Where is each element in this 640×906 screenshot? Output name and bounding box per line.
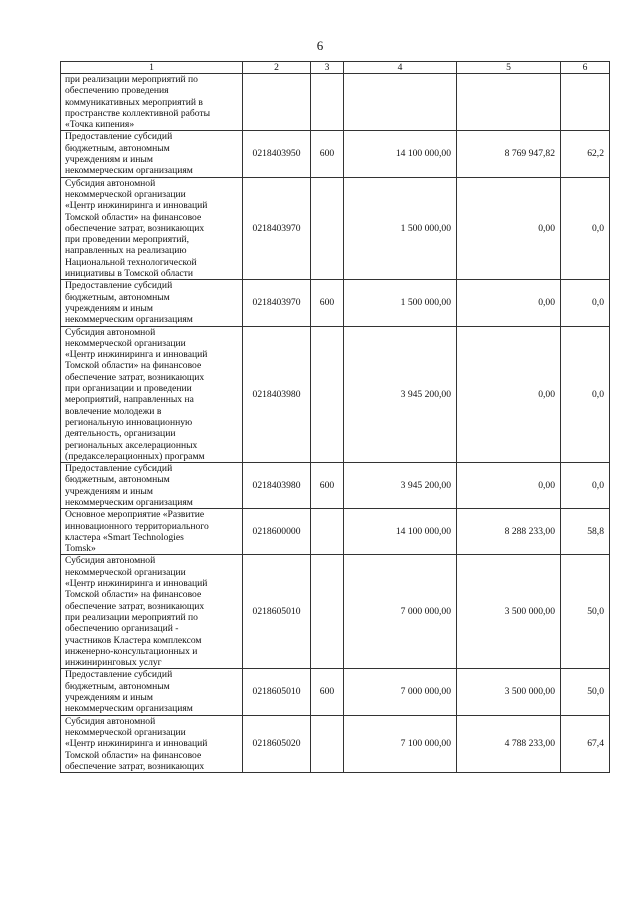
table-row	[61, 715, 610, 772]
header-col-2: 2	[243, 62, 311, 74]
row-code-cell: 0218403970	[243, 280, 311, 326]
row-fact-cell: 3 500 000,00	[457, 555, 561, 669]
row-percent-cell: 67,4	[561, 715, 610, 772]
row-vr-cell: 600	[311, 280, 344, 326]
row-code-cell: 0218600000	[243, 509, 311, 555]
row-plan-cell: 1 500 000,00	[344, 280, 457, 326]
row-fact-cell: 4 788 233,00	[457, 715, 561, 772]
table-row	[61, 326, 610, 463]
row-vr-cell	[311, 555, 344, 669]
row-plan-cell: 7 100 000,00	[344, 715, 457, 772]
table-row	[61, 131, 610, 177]
row-plan-cell	[344, 74, 457, 131]
row-code-cell: 0218403980	[243, 463, 311, 509]
table-header-row	[61, 62, 610, 74]
row-plan-cell: 7 000 000,00	[344, 555, 457, 669]
table-row	[61, 463, 610, 509]
header-col-3: 3	[311, 62, 344, 74]
row-plan-cell: 14 100 000,00	[344, 131, 457, 177]
row-name-cell: Предоставление субсидий бюджетным, автономным учреждениям и иным некоммерческим организациям	[61, 669, 243, 715]
row-name-cell: Предоставление субсидий бюджетным, автономным учреждениям и иным некоммерческим организациям	[61, 463, 243, 509]
row-percent-cell: 58,8	[561, 509, 610, 555]
table-row	[61, 177, 610, 280]
row-fact-cell: 0,00	[457, 326, 561, 463]
row-fact-cell: 0,00	[457, 177, 561, 280]
row-name-cell: Предоставление субсидий бюджетным, автономным учреждениям и иным некоммерческим организациям	[61, 280, 243, 326]
row-code-cell: 0218605010	[243, 669, 311, 715]
row-fact-cell: 3 500 000,00	[457, 669, 561, 715]
table-row	[61, 669, 610, 715]
row-plan-cell: 7 000 000,00	[344, 669, 457, 715]
row-code-cell: 0218403980	[243, 326, 311, 463]
row-vr-cell	[311, 509, 344, 555]
row-percent-cell: 50,0	[561, 555, 610, 669]
row-percent-cell	[561, 74, 610, 131]
row-vr-cell	[311, 715, 344, 772]
row-plan-cell: 14 100 000,00	[344, 509, 457, 555]
row-name-cell: Субсидия автономной некоммерческой организации «Центр инжиниринга и инноваций Томской области» на финансовое обеспечение затрат, возникающих при реализации мероприятий по обеспечению организаций - участников Кластера комплексом инженерно-консультационных и инжиниринговых услуг	[61, 555, 243, 669]
row-percent-cell: 0,0	[561, 280, 610, 326]
row-fact-cell: 0,00	[457, 463, 561, 509]
row-code-cell: 0218605010	[243, 555, 311, 669]
row-name-cell: Предоставление субсидий бюджетным, автономным учреждениям и иным некоммерческим организациям	[61, 131, 243, 177]
row-code-cell	[243, 74, 311, 131]
row-code-cell: 0218403970	[243, 177, 311, 280]
row-percent-cell: 0,0	[561, 177, 610, 280]
row-vr-cell: 600	[311, 131, 344, 177]
row-fact-cell: 8 288 233,00	[457, 509, 561, 555]
row-vr-cell: 600	[311, 463, 344, 509]
row-code-cell: 0218605020	[243, 715, 311, 772]
row-name-cell: Субсидия автономной некоммерческой организации «Центр инжиниринга и инноваций Томской области» на финансовое обеспечение затрат, возникающих	[61, 715, 243, 772]
row-percent-cell: 0,0	[561, 326, 610, 463]
row-name-cell: Субсидия автономной некоммерческой организации «Центр инжиниринга и инноваций Томской области» на финансовое обеспечение затрат, возникающих при организации и проведении мероприятий, направленных на вовлечение молодежи в региональную инновационную деятельность, организации региональных акселерационных (предакселерационных) программ	[61, 326, 243, 463]
row-name-cell: Субсидия автономной некоммерческой организации «Центр инжиниринга и инноваций Томской области» на финансовое обеспечение затрат, возникающих при проведении мероприятий, направленных на реализацию Национальной технологической инициативы в Томской области	[61, 177, 243, 280]
row-code-cell: 0218403950	[243, 131, 311, 177]
row-vr-cell	[311, 326, 344, 463]
header-col-5: 5	[457, 62, 561, 74]
table-row	[61, 509, 610, 555]
row-vr-cell	[311, 74, 344, 131]
row-percent-cell: 62,2	[561, 131, 610, 177]
row-fact-cell: 8 769 947,82	[457, 131, 561, 177]
row-fact-cell: 0,00	[457, 280, 561, 326]
row-percent-cell: 0,0	[561, 463, 610, 509]
budget-table	[60, 61, 610, 773]
row-name-cell: при реализации мероприятий по обеспечению проведения коммуникативных мероприятий в пространстве коллективной работы «Точка кипения»	[61, 74, 243, 131]
row-name-cell: Основное мероприятие «Развитие инновационного территориального кластера «Smart Technologies Tomsk»	[61, 509, 243, 555]
header-col-1: 1	[61, 62, 243, 74]
header-col-4: 4	[344, 62, 457, 74]
header-col-6: 6	[561, 62, 610, 74]
row-plan-cell: 1 500 000,00	[344, 177, 457, 280]
table-row	[61, 555, 610, 669]
row-plan-cell: 3 945 200,00	[344, 463, 457, 509]
row-percent-cell: 50,0	[561, 669, 610, 715]
table-row	[61, 280, 610, 326]
page-number: 6	[316, 38, 324, 53]
row-fact-cell	[457, 74, 561, 131]
row-vr-cell	[311, 177, 344, 280]
row-vr-cell: 600	[311, 669, 344, 715]
row-plan-cell: 3 945 200,00	[344, 326, 457, 463]
table-row	[61, 74, 610, 131]
